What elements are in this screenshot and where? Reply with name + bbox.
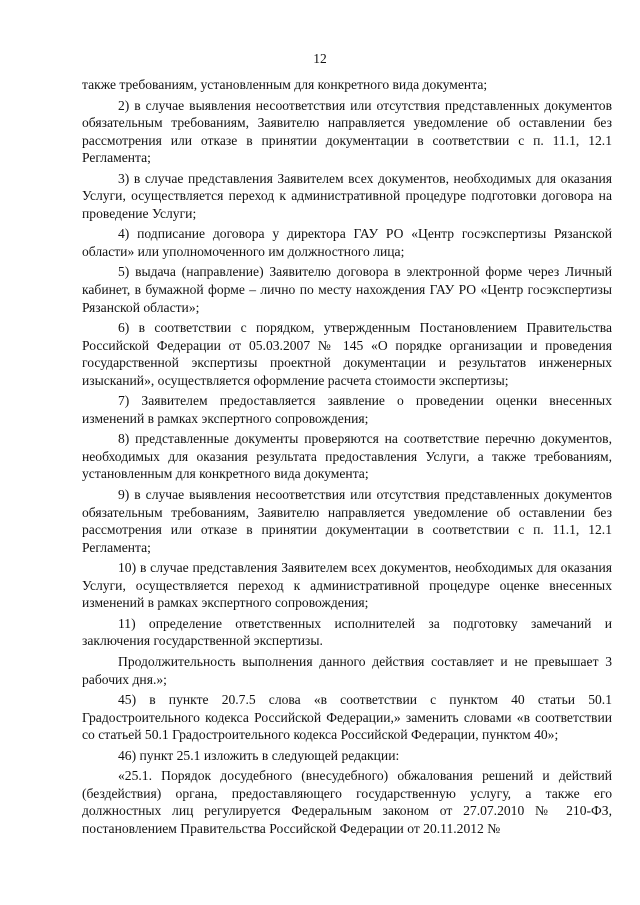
paragraph-item-2: 2) в случае выявления несоответствия или отсутствия представленных документов обязательным требованиям, Заявителю направляется уведомление об оставлении без рассмотрения или отказе в принятии документации в соответствии с п. 11.1, 12.1 Регламента; — [82, 97, 612, 166]
document-body — [82, 76, 612, 837]
paragraph-amendment-45: 45) в пункте 20.7.5 слова «в соответствии с пунктом 40 статьи 50.1 Градостроительного кодекса Российской Федерации,» заменить словами «в соответствии со статьей 50.1 Градостроительного кодекса Российской Федерации, пунктом 40»; — [82, 692, 612, 743]
paragraph-item-4: 4) подписание договора у директора ГАУ РО «Центр госэкспертизы Рязанской области» или уполномоченного им должностного лица; — [82, 226, 612, 259]
paragraph-continuation: также требованиям, установленным для конкретного вида документа; — [82, 77, 488, 92]
paragraph-item-11: 11) определение ответственных исполнителей за подготовку замечаний и заключения государственной экспертизы. — [82, 615, 612, 649]
paragraph-item-5: 5) выдача (направление) Заявителю договора в электронной форме через Личный кабинет, в бумажной форме – лично по месту нахождения ГАУ РО «Центр госэкспертизы Рязанской области»; — [82, 264, 612, 315]
page-number: 12 — [313, 51, 327, 66]
paragraph-item-7: 7) Заявителем предоставляется заявление о проведении оценки внесенных изменений в рамках экспертного сопровождения; — [82, 393, 612, 426]
paragraph-clause-25-1: «25.1. Порядок досудебного (внесудебного) обжалования решений и действий (бездействия) органа, предоставляющего государственную услугу, а также его должностных лиц регулируется Федеральным законом от 27.07.2010 № 210-ФЗ, постановлением Правительства Российской Федерации от 20.11.2012 № — [82, 768, 612, 836]
paragraph-amendment-46: 46) пункт 25.1 изложить в следующей редакции: — [118, 747, 400, 763]
paragraph-item-3: 3) в случае представления Заявителем всех документов, необходимых для оказания Услуги, осуществляется переход к административной процедуре подготовки договора на проведение Услуги; — [82, 170, 612, 221]
paragraph-item-10: 10) в случае представления Заявителем всех документов, необходимых для оказания Услуги, осуществляется переход к административной процедуре оценке внесенных изменений в рамках экспертного сопровождения; — [82, 560, 612, 611]
paragraph-item-8: 8) представленные документы проверяются на соответствие перечню документов, необходимых для оказания результата предоставления Услуги, а также требованиям, установленным для конкретного вида документа; — [82, 431, 612, 482]
paragraph-item-9: 9) в случае выявления несоответствия или отсутствия представленных документов обязательным требованиям, Заявителю направляется уведомление об оставлении без рассмотрения или отказе в принятии документации в соответствии с п. 11.1, 12.1 Регламента; — [82, 487, 612, 555]
paragraph-item-6: 6) в соответствии с порядком, утвержденным Постановлением Правительства Российской Федерации от 05.03.2007 № 145 «О порядке организации и проведения государственной экспертизы проектной документации и результатов инженерных изысканий», осуществляется оформление расчета стоимости экспертизы; — [82, 320, 612, 388]
paragraph-duration: Продолжительность выполнения данного действия составляет и не превышает 3 рабочих дня.»; — [82, 653, 612, 687]
